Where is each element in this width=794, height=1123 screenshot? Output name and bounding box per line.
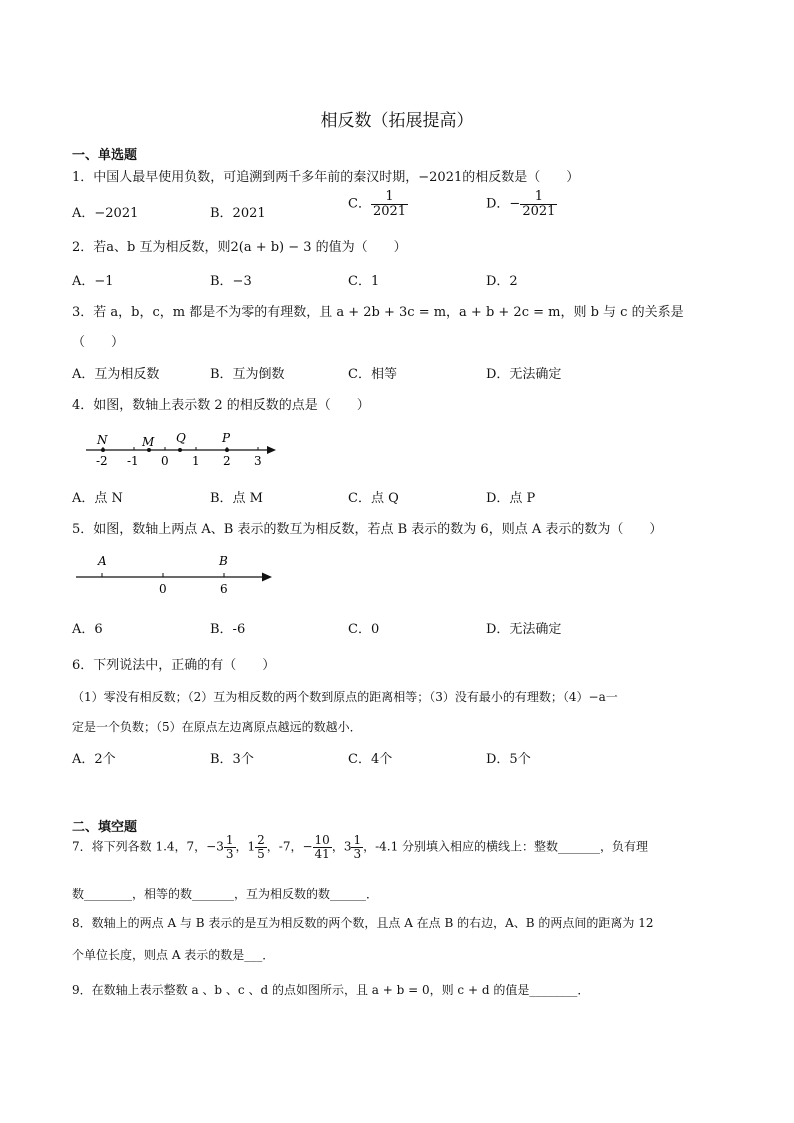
question-1-text: 1．中国人最早使用负数，可追溯到两千多年前的秦汉时期，−2021的相反数是（ ） — [72, 170, 580, 185]
q3-option-c: C．相等 — [348, 367, 397, 382]
q4-label-q: Q — [176, 431, 186, 445]
q7-f2-denominator: 5 — [257, 846, 265, 861]
q6-option-b: B．3个 — [210, 752, 254, 767]
q2-option-a: A．−1 — [72, 274, 114, 289]
question-4-text: 4．如图，数轴上表示数 2 的相反数的点是（ ） — [72, 398, 370, 413]
q7-fraction-4 — [351, 834, 363, 860]
question-8-line2: 个单位长度，则点 A 表示的数是___． — [72, 948, 275, 962]
q4-option-b: B．点 M — [210, 491, 263, 506]
q4-label-n: N — [97, 433, 108, 447]
q4-number-line — [82, 428, 282, 472]
q1-d-denominator: 2021 — [522, 203, 556, 219]
q4-point-p — [225, 448, 229, 452]
q1-option-a: A．−2021 — [72, 206, 139, 221]
q7-sep3: ，3 — [331, 839, 352, 854]
page-title: 相反数（拓展提高） — [320, 111, 474, 131]
q4-tick-label: 0 — [161, 454, 169, 468]
q5-tick-label-6: 6 — [220, 582, 228, 596]
q2-option-d: D．2 — [486, 274, 518, 289]
q7-f4-numerator: 1 — [353, 833, 362, 847]
q1-option-c-prefix: C． — [348, 196, 371, 212]
q4-axis-arrow — [267, 446, 276, 454]
q4-option-a: A．点 N — [72, 491, 123, 506]
q4-tick-label: 3 — [254, 454, 262, 468]
q4-label-m: M — [142, 435, 155, 449]
q7-fraction-2 — [255, 834, 267, 860]
q5-option-b: B．-6 — [210, 622, 246, 637]
q4-tick-label: -1 — [127, 454, 139, 468]
question-6-statements-line2: 定是一个负数；（5）在原点左边离原点越远的数越小． — [72, 720, 362, 734]
q6-option-c: C．4个 — [348, 752, 393, 767]
question-7-line1 — [72, 834, 648, 860]
section-heading-single-choice: 一、单选题 — [72, 148, 138, 163]
q3-option-d: D．无法确定 — [486, 367, 562, 382]
q1-d-numerator: 1 — [520, 190, 557, 205]
q1-option-d-fraction — [520, 190, 557, 218]
q1-option-c-fraction — [371, 190, 408, 218]
question-3-text-line2: （ ） — [72, 335, 125, 350]
q4-tick-label: 2 — [223, 454, 231, 468]
question-8-line1: 8．数轴上的两点 A 与 B 表示的是互为相反数的两个数，且点 A 在点 B 的右边，A、B 的两点间的距离为 12 — [72, 916, 654, 930]
q7-f1-denominator: 3 — [225, 846, 234, 861]
q1-c-denominator: 2021 — [372, 203, 407, 219]
q3-option-b: B．互为倒数 — [210, 367, 285, 382]
question-7-line2: 数________，相等的数_______，互为相反数的数______． — [72, 887, 379, 901]
q5-number-line — [72, 550, 282, 600]
q5-tick-label-0: 0 — [159, 582, 167, 596]
q4-tick-label: 1 — [192, 454, 200, 468]
question-2-text: 2．若a、b 互为相反数，则2(a + b) − 3 的值为（ ） — [72, 240, 407, 255]
q4-label-p: P — [222, 431, 231, 445]
q5-label-b: B — [219, 554, 228, 568]
q1-option-d — [486, 190, 557, 218]
q1-c-numerator: 1 — [371, 190, 408, 205]
q4-option-d: D．点 P — [486, 491, 536, 506]
section-heading-fill-in: 二、填空题 — [72, 820, 138, 835]
q6-option-a: A．2个 — [72, 752, 116, 767]
q6-option-d: D．5个 — [486, 752, 531, 767]
question-9-text: 9．在数轴上表示整数 a 、b 、c 、d 的点如图所示，且 a + b = 0，则 c + d 的值是________． — [72, 983, 590, 997]
q7-f3-denominator: 41 — [314, 846, 330, 861]
q7-f1-numerator: 1 — [225, 833, 234, 847]
q5-option-a: A．6 — [72, 622, 103, 637]
q1-option-c — [348, 190, 408, 218]
q7-suffix: ，-4.1 分别填入相应的横线上：整数_______，负有理 — [363, 839, 649, 854]
q7-fraction-1 — [224, 834, 236, 860]
q7-f3-numerator: 10 — [314, 833, 330, 847]
q7-sep1: ，1 — [235, 839, 256, 854]
question-6-text: 6．下列说法中，正确的有（ ） — [72, 658, 276, 673]
q2-option-c: C．1 — [348, 274, 380, 289]
q5-label-a: A — [98, 554, 107, 568]
q7-fraction-3 — [313, 834, 332, 860]
q5-axis-arrow — [262, 573, 272, 582]
question-3-text-line1: 3．若 a，b，c，m 都是不为零的有理数，且 a + 2b + 3c = m，a + b + 2c = m，则 b 与 c 的关系是 — [72, 305, 684, 320]
q5-option-d: D．无法确定 — [486, 622, 562, 637]
q7-f4-denominator: 3 — [353, 846, 362, 861]
q3-option-a: A．互为相反数 — [72, 367, 160, 382]
q4-tick-label: -2 — [96, 454, 108, 468]
question-5-text: 5．如图，数轴上两点 A、B 表示的数互为相反数，若点 B 表示的数为 6，则点 A 表示的数为（ ） — [72, 522, 663, 537]
q4-point-n — [101, 448, 105, 452]
q4-option-c: C．点 Q — [348, 491, 399, 506]
q7-f2-numerator: 2 — [257, 833, 265, 847]
q7-prefix: 7．将下列各数 1.4，7，−3 — [72, 839, 224, 854]
q1-option-d-prefix: D．− — [486, 196, 521, 212]
q5-option-c: C．0 — [348, 622, 380, 637]
q2-option-b: B．−3 — [210, 274, 252, 289]
q4-point-q — [178, 448, 182, 452]
q1-option-b: B．2021 — [210, 206, 266, 221]
q7-sep2: ，-7，− — [266, 839, 313, 854]
question-6-statements-line1: （1）零没有相反数；（2）互为相反数的两个数到原点的距离相等；（3）没有最小的有理数；（4）−a一 — [72, 690, 618, 704]
